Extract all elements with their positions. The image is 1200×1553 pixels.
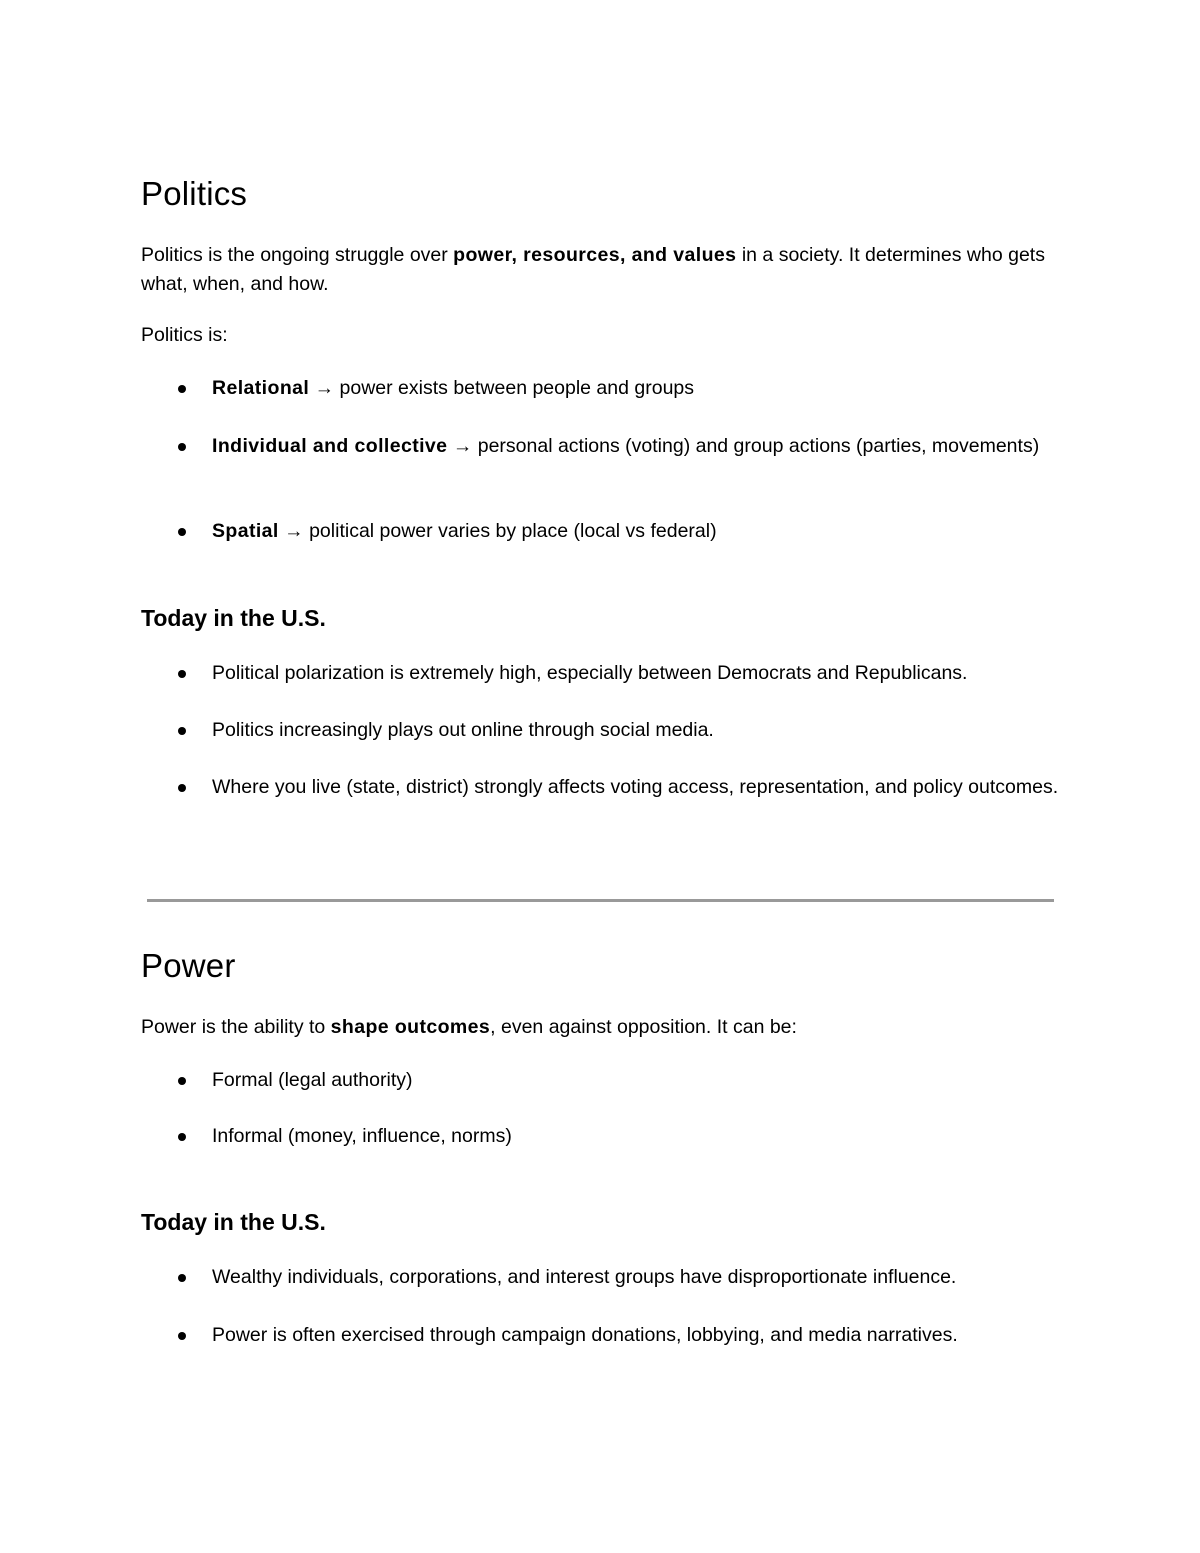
list-item: [212, 1263, 1062, 1292]
list-item-text: → personal actions (voting) and group actions (parties, movements): [447, 435, 1040, 457]
list-item: [212, 1066, 1062, 1095]
list-item-text: Informal (money, influence, norms): [212, 1125, 512, 1147]
list-item-text: Politics increasingly plays out online through social media.: [212, 719, 714, 741]
list-item-term: Relational: [212, 377, 310, 399]
list-item-term: Spatial: [212, 520, 279, 542]
politics-intro-after: in a society. It determines who gets what, when, and how.: [141, 244, 1045, 295]
bullet-icon: [178, 727, 186, 735]
list-item-text: Power is often exercised through campaign donations, lobbying, and media narratives.: [212, 1324, 958, 1346]
bullet-icon: [178, 1133, 186, 1141]
power-intro-after: , even against opposition. It can be:: [490, 1016, 797, 1038]
list-item-text: Political polarization is extremely high, especially between Democrats and Republicans.: [212, 662, 968, 684]
bullet-icon: [178, 1077, 186, 1085]
list-item: [212, 1321, 1062, 1350]
bullet-icon: [178, 784, 186, 792]
list-item: [212, 432, 1062, 461]
horizontal-divider: [147, 899, 1054, 902]
list-item: [212, 716, 1062, 745]
list-item: [212, 374, 1062, 403]
list-item: [212, 1122, 1062, 1151]
subheading-today-politics: Today in the U.S.: [141, 605, 326, 631]
power-intro: [141, 1013, 1061, 1042]
bullet-icon: [178, 528, 186, 536]
bullet-icon: [178, 443, 186, 451]
list-item-text: → political power varies by place (local vs federal): [278, 520, 717, 542]
bullet-icon: [178, 670, 186, 678]
list-item: [212, 659, 1062, 688]
power-intro-bold: shape outcomes: [330, 1016, 491, 1038]
politics-intro-before: Politics is the ongoing struggle over: [141, 244, 454, 266]
politics-intro: [141, 241, 1061, 299]
list-item-text: Formal (legal authority): [212, 1069, 413, 1091]
politics-intro-bold: power, resources, and values: [453, 244, 737, 266]
list-item-term: Individual and collective: [212, 435, 448, 457]
list-item-text: → power exists between people and groups: [309, 377, 695, 399]
bullet-icon: [178, 1332, 186, 1340]
list-item: [212, 517, 1062, 546]
section-heading-politics: Politics: [141, 175, 248, 212]
politics-lead: Politics is:: [141, 324, 228, 346]
list-item: [212, 773, 1062, 802]
subheading-today-power: Today in the U.S.: [141, 1209, 326, 1235]
list-item-text: Where you live (state, district) strongly affects voting access, representation, and policy outcomes.: [212, 776, 1059, 798]
power-intro-before: Power is the ability to: [141, 1016, 331, 1038]
bullet-icon: [178, 385, 186, 393]
list-item-text: Wealthy individuals, corporations, and interest groups have disproportionate influence.: [212, 1266, 957, 1288]
section-heading-power: Power: [141, 947, 236, 984]
bullet-icon: [178, 1274, 186, 1282]
